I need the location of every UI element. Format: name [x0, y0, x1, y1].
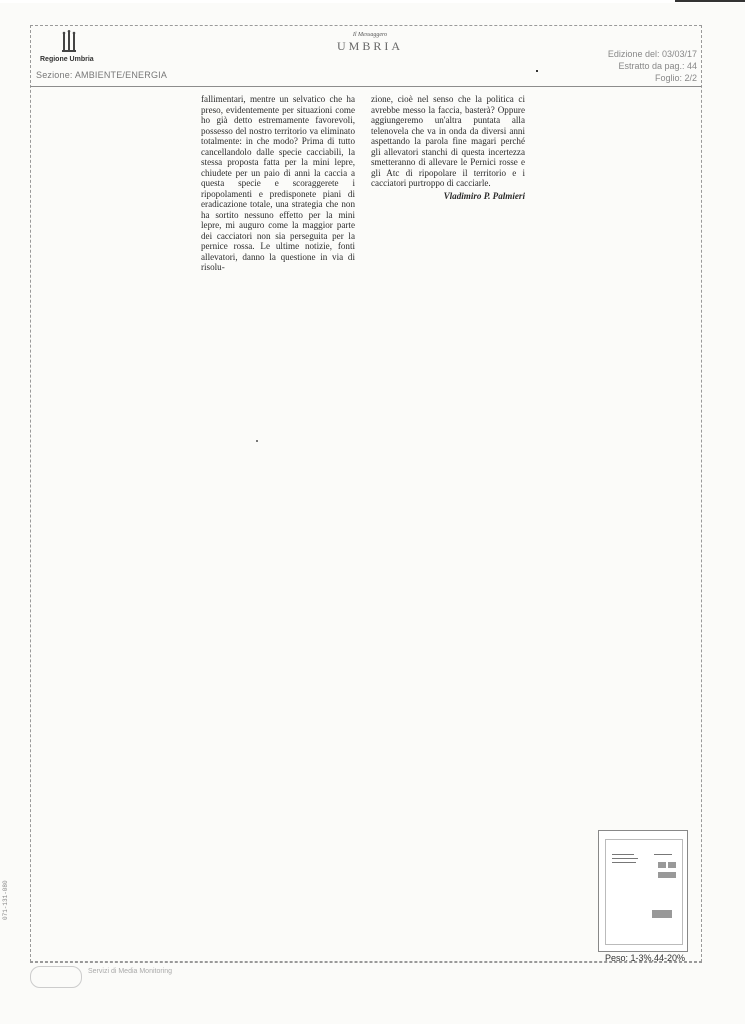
region-logo	[62, 30, 76, 54]
weight-label: Peso: 1-3%,44-20%	[604, 953, 685, 963]
scan-speck	[256, 440, 258, 442]
region-name: Regione Umbria	[40, 56, 94, 63]
article-column-2	[371, 94, 525, 201]
header-separator	[30, 86, 702, 87]
footer-separator	[30, 962, 702, 963]
thumbnail-block	[668, 862, 676, 868]
newspaper-masthead	[330, 32, 410, 54]
page-thumbnail	[598, 830, 688, 952]
thumbnail-block	[658, 872, 676, 878]
masthead-name: UMBRIA	[336, 39, 403, 53]
page-frame	[30, 25, 702, 962]
article-paragraph: zione, cioè nel senso che la politica ci avrebbe messo la faccia, basterà? Oppure aggiungeremo un'altra puntata alla telenovela che va in onda da diversi anni aspettando la parola fine magari perché gli allevatori stanchi di questa incertezza smetteranno di allevare le Pernici rosse e gli Atc di ripopolare il territorio e i cacciatori purtroppo di cacciarle.	[371, 94, 525, 188]
author-signature: Vladimiro P. Palmieri	[443, 190, 525, 201]
article-column-1	[201, 94, 355, 273]
side-code: 071-131-080	[2, 880, 9, 920]
section-label: Sezione: AMBIENTE/ENERGIA	[36, 70, 168, 80]
thumbnail-block	[652, 910, 672, 918]
scan-speck	[536, 70, 538, 72]
thumbnail-block	[658, 862, 666, 868]
edition-date: Edizione del: 03/03/17	[607, 49, 697, 59]
thumbnail-line	[612, 862, 636, 863]
thumbnail-line	[612, 854, 634, 855]
edition-meta	[608, 48, 697, 84]
extract-page: Estratto da pag.: 44	[618, 61, 697, 71]
sheet-number: Foglio: 2/2	[654, 73, 697, 83]
top-edge	[0, 0, 745, 3]
article-paragraph: fallimentari, mentre un selvatico che ha preso, evidentemente per situazioni come ho già detto estremamente favorevoli, possesso del nostro territorio va eliminato totalmente: in che modo? Prima di tutto cancellandolo dalle specie cacciabili, la stessa proposta fatta per la mini lepre, chiudete per un paio di anni la caccia a questa specie e scoraggerete i ripopolamenti e predisponete piani di eradicazione totale, una strategia che non ha sortito nessuno effetto per la mini lepre, mi auguro come la maggior parte dei cacciatori non sia perseguita per la pernice rossa. Le ultime notizie, fonti allevatori, danno la questione in via di risolu-	[201, 94, 355, 272]
service-name: Servizi di Media Monitoring	[88, 968, 173, 975]
thumbnail-line	[612, 858, 638, 859]
thumbnail-page	[605, 839, 683, 945]
masthead-kicker: Il Messaggero	[352, 32, 388, 38]
service-logo	[30, 966, 82, 988]
thumbnail-line	[654, 854, 672, 855]
